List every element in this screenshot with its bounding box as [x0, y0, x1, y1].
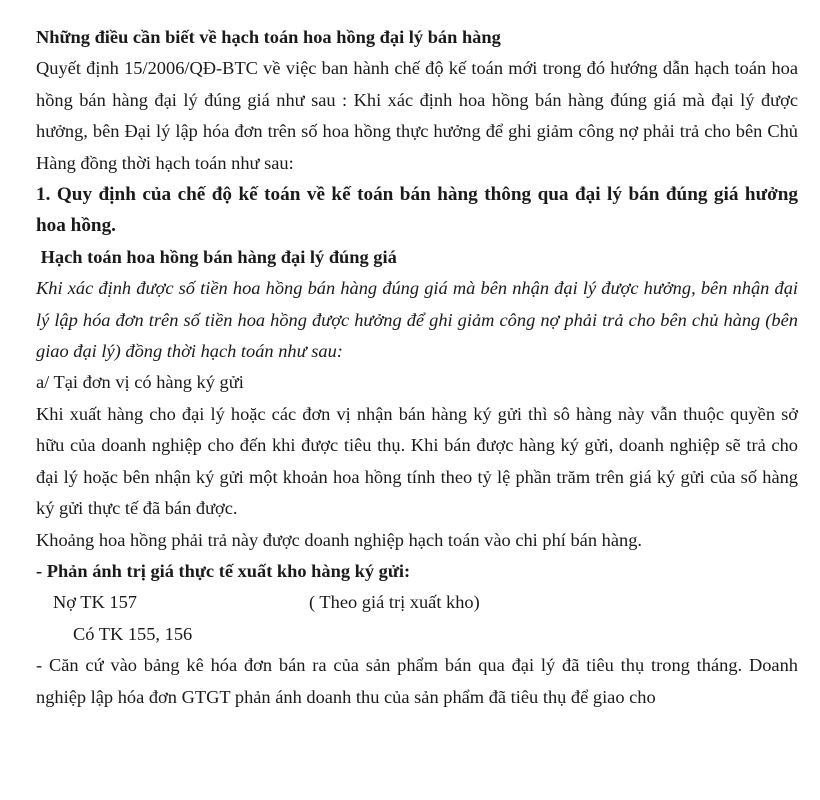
journal-entry-debit-row: [36, 587, 798, 618]
invoice-paragraph: - Căn cứ vào bảng kê hóa đơn bán ra của sản phẩm bán qua đại lý đã tiêu thụ trong tháng. Doanh nghiệp lập hóa đơn GTGT phản ánh doanh thu của sản phẩm đã tiêu thụ để giao cho: [36, 655, 798, 707]
reflect-value-heading: - Phản ánh trị giá thực tế xuất kho hàng ký gửi:: [36, 560, 411, 581]
section-1-heading: 1. Quy định của chế độ kế toán về kế toán bán hàng thông qua đại lý bán đúng giá hưởng hoa hồng.: [36, 184, 798, 237]
italic-paragraph: Khi xác định được số tiền hoa hồng bán hàng đúng giá mà bên nhận đại lý được hưởng, bên nhận đại lý lập hóa đơn trên số tiền hoa hồng được hưởng để ghi giảm công nợ phải trả cho bên chủ hàng (bên giao đại lý) đồng thời hạch toán như sau:: [36, 278, 798, 362]
entry-credit: Có TK 155, 156: [73, 623, 193, 644]
subheading: Hạch toán hoa hồng bán hàng đại lý đúng giá: [36, 246, 397, 267]
entry-note: ( Theo giá trị xuất kho): [309, 592, 480, 613]
document-body: [36, 22, 798, 713]
document-title: Những điều cần biết về hạch toán hoa hồng đại lý bán hàng: [36, 27, 501, 47]
consignment-paragraph: Khi xuất hàng cho đại lý hoặc các đơn vị nhận bán hàng ký gửi thì sô hàng này vẫn thuộc quyền sở hữu của doanh nghiệp cho đến khi được tiêu thụ. Khi bán được hàng ký gửi, doanh nghiệp sẽ trả cho đại lý hoặc bên nhận ký gửi một khoản hoa hồng tính theo tỷ lệ phần trăm trên giá ký gửi của số hàng ký gửi thực tế đã bán được.: [36, 403, 798, 519]
intro-paragraph: Quyết định 15/2006/QĐ-BTC về việc ban hành chế độ kế toán mới trong đó hướng dẫn hạch toán hoa hồng bán hàng đại lý đúng giá như sau : Khi xác định hoa hồng bán hàng đúng giá mà đại lý được hưởng, bên Đại lý lập hóa đơn trên số hoa hồng thực hưởng để ghi giảm công nợ phải trả cho bên Chủ Hàng đồng thời hạch toán như sau:: [36, 58, 798, 173]
commission-expense-line: Khoảng hoa hồng phải trả này được doanh nghiệp hạch toán vào chi phí bán hàng.: [36, 529, 642, 550]
entry-debit: Nợ TK 157: [53, 592, 137, 613]
case-a-label: a/ Tại đơn vị có hàng ký gửi: [36, 372, 244, 393]
